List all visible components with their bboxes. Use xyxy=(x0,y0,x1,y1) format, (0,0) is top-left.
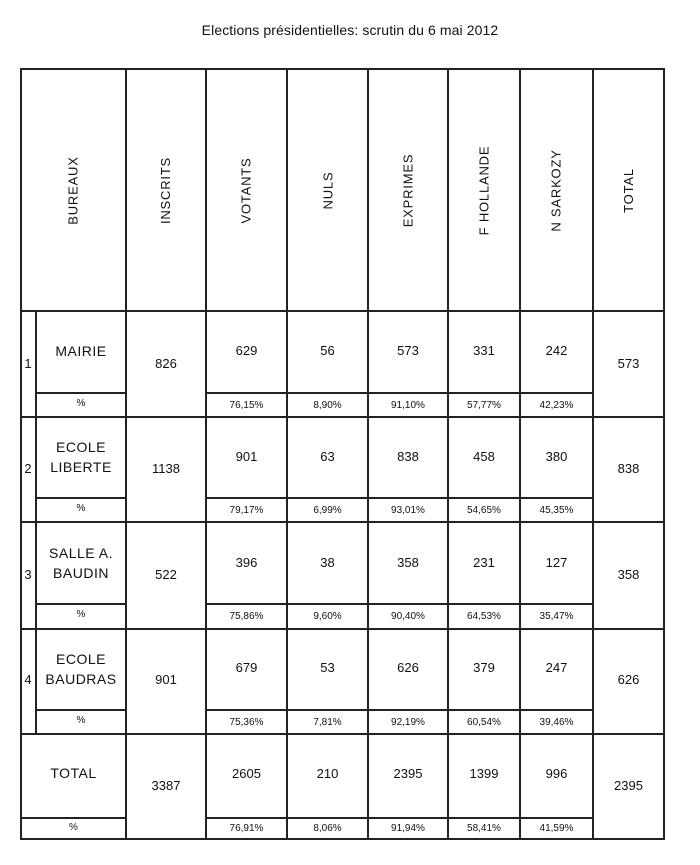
bureau-number: 2 xyxy=(24,461,32,476)
header-nuls: NULS xyxy=(319,171,335,209)
bureau-name-line2: LIBERTE xyxy=(50,459,112,475)
row-line xyxy=(20,733,664,735)
sarkozy-pct: 39,46% xyxy=(539,717,574,728)
sarkozy-value: 380 xyxy=(545,449,568,464)
pct-line xyxy=(20,817,126,819)
pct-line xyxy=(206,817,594,819)
pct-line xyxy=(36,497,126,499)
pct-label: % xyxy=(76,398,86,409)
exprimes-pct: 91,94% xyxy=(391,823,425,834)
nuls-value: 38 xyxy=(320,555,335,570)
total-value: 626 xyxy=(617,672,640,687)
hollande-value: 231 xyxy=(473,555,495,570)
pct-line xyxy=(36,392,126,394)
sarkozy-value: 242 xyxy=(545,343,568,358)
votants-total: 2605 xyxy=(232,766,261,781)
total-row-label: TOTAL xyxy=(50,765,97,781)
inscrits-value: 522 xyxy=(155,567,177,582)
exprimes-pct: 90,40% xyxy=(391,611,425,622)
row-line xyxy=(20,521,664,523)
exprimes-pct: 93,01% xyxy=(391,505,425,516)
sarkozy-pct: 45,35% xyxy=(539,505,574,516)
hollande-pct: 57,77% xyxy=(467,400,501,411)
votants-value: 901 xyxy=(235,449,258,464)
bureau-number: 4 xyxy=(24,672,32,687)
inscrits-value: 1138 xyxy=(152,461,180,476)
votants-value: 679 xyxy=(235,660,258,675)
sarkozy-pct: 42,23% xyxy=(539,400,574,411)
nuls-pct: 8,06% xyxy=(313,823,342,834)
votants-pct: 75,36% xyxy=(229,717,264,728)
table-border-bottom xyxy=(20,838,664,840)
bureau-name: ECOLE xyxy=(56,651,106,667)
votants-pct: 75,86% xyxy=(229,611,264,622)
votants-pct: 79,17% xyxy=(229,505,264,516)
pct-line xyxy=(206,709,594,711)
bureau-name: ECOLE xyxy=(56,439,106,455)
pct-line xyxy=(206,497,594,499)
total-value: 358 xyxy=(617,567,640,582)
exprimes-total: 2395 xyxy=(393,766,423,781)
bureau-name-line2: BAUDRAS xyxy=(45,671,117,687)
header-sarkozy: N SARKOZY xyxy=(549,148,565,232)
hollande-value: 379 xyxy=(473,660,495,675)
table-border-right xyxy=(663,68,665,840)
nuls-pct: 6,99% xyxy=(313,505,342,516)
exprimes-pct: 92,19% xyxy=(391,717,425,728)
header-exprimes: EXPRIMES xyxy=(400,153,416,227)
sarkozy-value: 127 xyxy=(545,555,568,570)
nuls-pct: 8,90% xyxy=(313,400,342,411)
bureau-name-line2: BAUDIN xyxy=(53,565,109,581)
sarkozy-pct: 35,47% xyxy=(539,611,574,622)
pct-label: % xyxy=(76,715,86,726)
hollande-pct: 58,41% xyxy=(467,823,501,834)
hollande-total: 1399 xyxy=(469,766,499,781)
nuls-total: 210 xyxy=(316,766,339,781)
inscrits-value: 826 xyxy=(155,356,177,371)
header-votants: VOTANTS xyxy=(239,156,254,224)
hollande-pct: 60,54% xyxy=(467,717,501,728)
pct-line xyxy=(206,392,594,394)
exprimes-value: 358 xyxy=(397,555,419,570)
total-value: 573 xyxy=(617,356,640,371)
exprimes-value: 573 xyxy=(397,343,419,358)
hollande-value: 458 xyxy=(473,449,495,464)
nuls-pct: 7,81% xyxy=(313,717,342,728)
pct-line xyxy=(36,603,126,605)
header-total: TOTAL xyxy=(620,167,636,213)
sarkozy-total: 996 xyxy=(545,766,568,781)
pct-line xyxy=(206,603,594,605)
bureau-name: MAIRIE xyxy=(55,343,107,359)
pct-label: % xyxy=(69,822,78,833)
document-title: Elections présidentielles: scrutin du 6 mai 2012 xyxy=(201,22,499,38)
votants-pct: 76,15% xyxy=(229,400,264,411)
nuls-pct: 9,60% xyxy=(313,611,342,622)
exprimes-pct: 91,10% xyxy=(391,400,425,411)
inscrits-total: 3387 xyxy=(151,778,181,793)
hollande-value: 331 xyxy=(473,343,495,358)
hollande-pct: 64,53% xyxy=(467,611,501,622)
header-bureaux: BUREAUX xyxy=(65,155,81,225)
nuls-value: 53 xyxy=(320,660,335,675)
total-value: 838 xyxy=(617,461,640,476)
votants-value: 396 xyxy=(235,555,258,570)
bureau-name: SALLE A. xyxy=(49,545,113,561)
sarkozy-pct: 41,59% xyxy=(539,823,574,834)
votants-value: 629 xyxy=(235,343,258,358)
exprimes-value: 838 xyxy=(397,449,419,464)
bureau-number: 3 xyxy=(24,567,32,582)
inscrits-value: 901 xyxy=(155,672,177,687)
row-line xyxy=(20,628,664,630)
pct-line xyxy=(36,709,126,711)
nuls-value: 56 xyxy=(320,343,335,358)
grand-total: 2395 xyxy=(614,778,643,793)
pct-label: % xyxy=(76,609,86,620)
sarkozy-value: 247 xyxy=(545,660,568,675)
votants-pct: 76,91% xyxy=(229,823,264,834)
bureau-number: 1 xyxy=(24,356,32,371)
row-line xyxy=(20,416,664,418)
exprimes-value: 626 xyxy=(397,660,419,675)
nuls-value: 63 xyxy=(320,449,335,464)
pct-label: % xyxy=(76,503,86,514)
header-inscrits: INSCRITS xyxy=(158,156,174,224)
header-hollande: F HOLLANDE xyxy=(476,145,492,235)
hollande-pct: 54,65% xyxy=(467,505,501,516)
header-bottom-line xyxy=(20,310,664,312)
